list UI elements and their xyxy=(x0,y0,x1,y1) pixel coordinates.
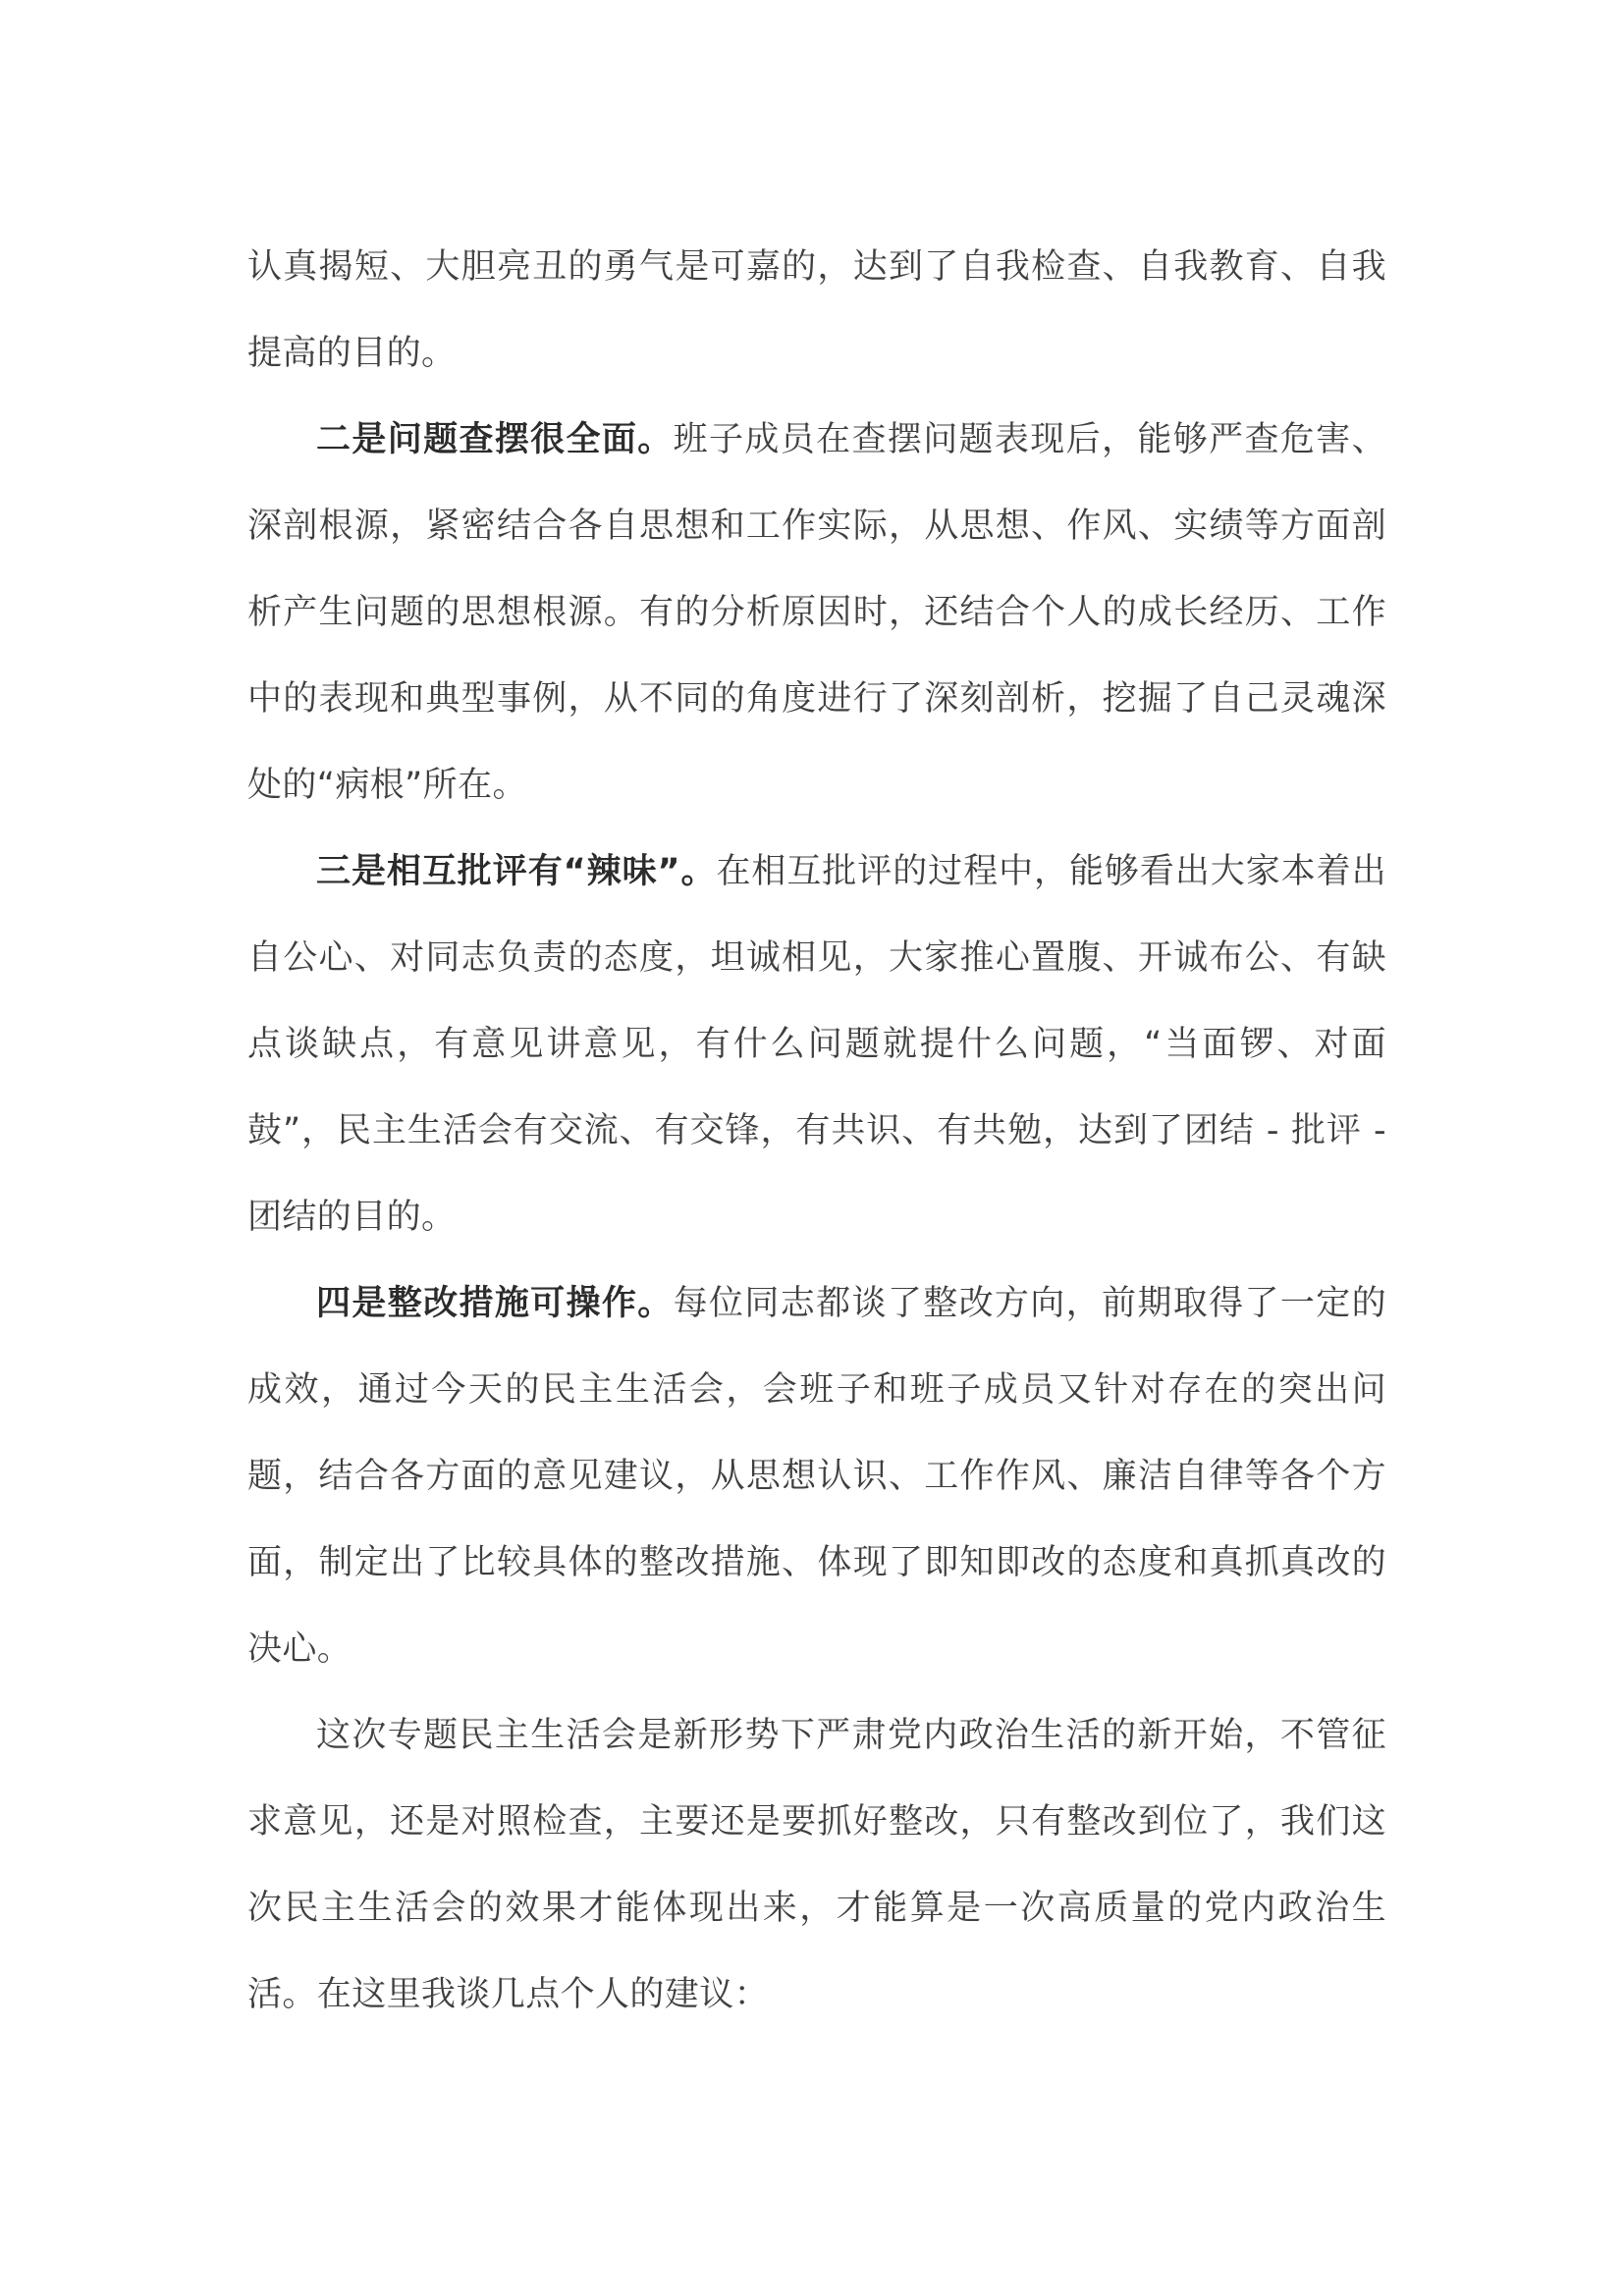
paragraph-point-two xyxy=(247,397,1386,828)
paragraph-text: 每位同志都谈了整改方向，前期取得了一定的成效，通过今天的民主生活会，会班子和班子成员又针对存在的突出问题，结合各方面的意见建议，从思想认识、工作作风、廉洁自律等各个方面，制定出了比较具体的整改措施、体现了即知即改的态度和真抓真改的决心。 xyxy=(247,1284,1386,1669)
paragraph-text: 班子成员在查摆问题表现后，能够严查危害、深剖根源，紧密结合各自思想和工作实际，从思想、作风、实绩等方面剖析产生问题的思想根源。有的分析原因时，还结合个人的成长经历、工作中的表现和典型事例，从不同的角度进行了深刻剖析，挖掘了自己灵魂深处的“病根”所在。 xyxy=(247,420,1386,805)
paragraph-text: 在相互批评的过程中，能够看出大家本着出自公心、对同志负责的态度，坦诚相见，大家推心置腹、开诚布公、有缺点谈缺点，有意见讲意见，有什么问题就提什么问题，“当面锣、对面鼓”，民主生活会有交流、有交锋，有共识、有共勉，达到了团结 - 批评 - 团结的目的。 xyxy=(247,852,1387,1237)
paragraph-text: 认真揭短、大胆亮丑的勇气是可嘉的，达到了自我检查、自我教育、自我提高的目的。 xyxy=(247,247,1386,373)
paragraph-closing xyxy=(247,1692,1386,2038)
paragraph-point-four xyxy=(247,1260,1386,1692)
document-page xyxy=(247,224,1386,2038)
paragraph-heading: 四是整改措施可操作。 xyxy=(316,1284,674,1323)
paragraph-point-three xyxy=(247,828,1386,1260)
paragraph-continuation xyxy=(247,224,1386,397)
paragraph-heading: 二是问题查摆很全面。 xyxy=(316,420,674,459)
paragraph-heading: 三是相互批评有“辣味”。 xyxy=(316,852,717,891)
paragraph-text: 这次专题民主生活会是新形势下严肃党内政治生活的新开始，不管征求意见，还是对照检查，主要还是要抓好整改，只有整改到位了，我们这次民主生活会的效果才能体现出来，才能算是一次高质量的党内政治生活。在这里我谈几点个人的建议： xyxy=(247,1716,1386,2014)
